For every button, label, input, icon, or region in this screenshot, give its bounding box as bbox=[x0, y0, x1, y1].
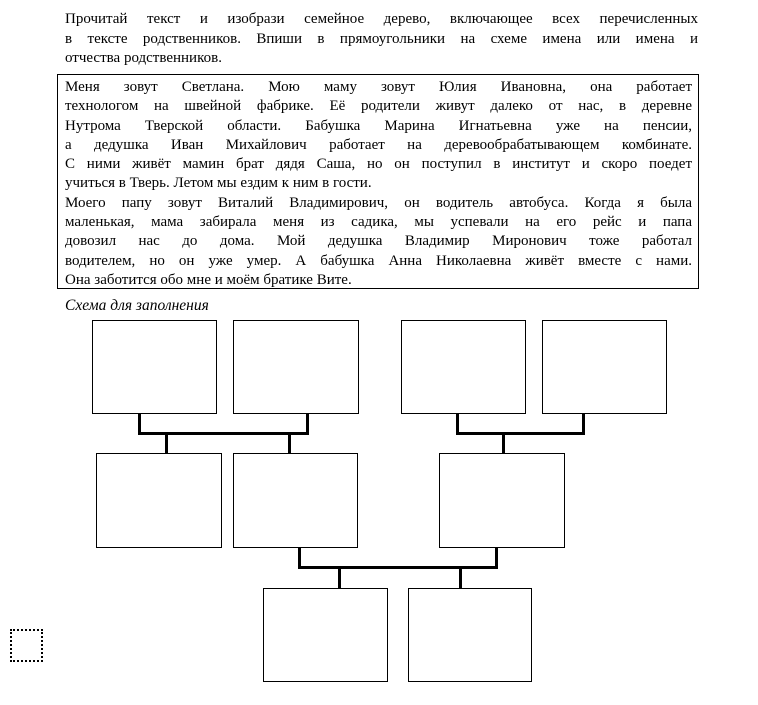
tree-box-3[interactable] bbox=[401, 320, 526, 414]
connector-line bbox=[502, 433, 505, 453]
tree-box-1[interactable] bbox=[92, 320, 217, 414]
story-paragraph-1: Меня зовут Светлана. Мою маму зовут Юлия Ивановна, она работает технологом на швейной фабрике. Её родители живут далеко от нас, в деревне Нутрома Тверской области. Бабушка Марина Игнатьевна уже на пенсии, а дедушка Иван Михайлович работает на деревообрабатывающем комбинате. С ними живёт мамин брат дядя Саша, но он поступил в институт и скоро поедет учиться в Тверь. Летом мы ездим к ним в гости. bbox=[65, 79, 692, 192]
tree-box-6[interactable] bbox=[233, 453, 358, 548]
connector-line bbox=[138, 432, 309, 435]
connector-line bbox=[288, 433, 291, 453]
connector-line bbox=[165, 433, 168, 453]
tree-box-4[interactable] bbox=[542, 320, 667, 414]
tree-box-2[interactable] bbox=[233, 320, 359, 414]
tree-box-8[interactable] bbox=[263, 588, 388, 682]
connector-line bbox=[456, 432, 585, 435]
diagram-caption: Схема для заполнения bbox=[65, 297, 209, 314]
connector-line bbox=[459, 567, 462, 588]
tree-box-7[interactable] bbox=[439, 453, 565, 548]
tree-box-5[interactable] bbox=[96, 453, 222, 548]
story-paragraph-2: Моего папу зовут Виталий Владимирович, он водитель автобуса. Когда я была маленькая, мама забирала меня из садика, мы успевали на его рейс и папа довозил нас до дома. Мой дедушка Владимир Миронович тоже работал водителем, но он уже умер. А бабушка Анна Николаевна живёт вместе с нами. Она заботится обо мне и моём братике Вите. bbox=[65, 194, 692, 288]
connector-line bbox=[298, 566, 498, 569]
dotted-placeholder-box bbox=[10, 629, 43, 662]
tree-box-9[interactable] bbox=[408, 588, 532, 682]
story-text-box bbox=[57, 74, 699, 289]
task-instructions: Прочитай текст и изобрази семейное дерево, включающее всех перечисленных в тексте родственников. Впиши в прямоугольники на схеме имена или имена и отчества родственников. bbox=[65, 11, 698, 66]
connector-line bbox=[338, 567, 341, 588]
